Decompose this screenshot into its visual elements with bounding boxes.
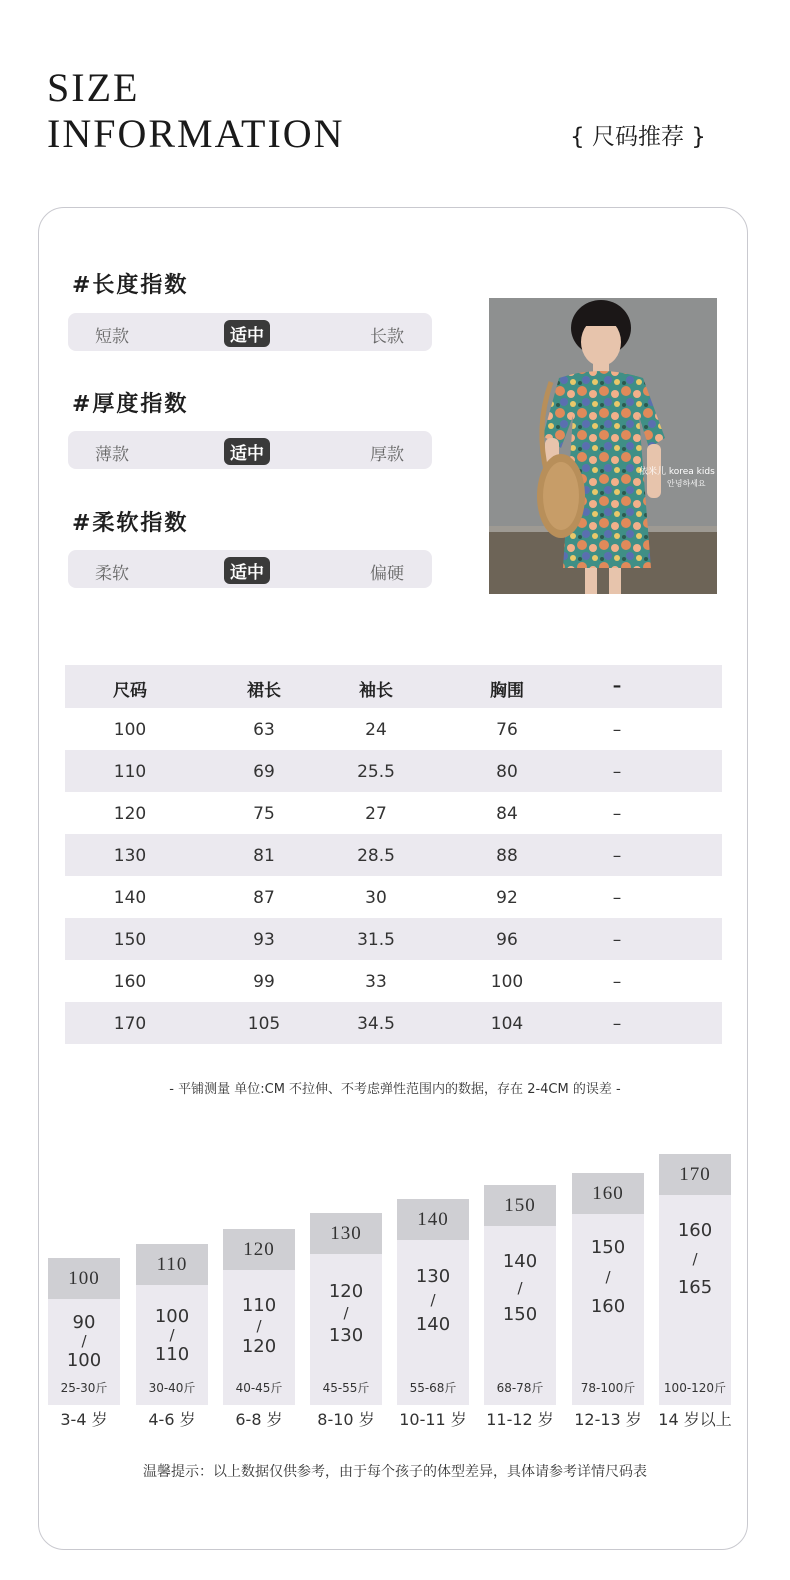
table-cell: 63 — [253, 720, 275, 740]
size-guide-age-label: 8-10 岁 — [317, 1410, 375, 1429]
size-guide-height-min: 140 — [502, 1251, 538, 1272]
size-guide-bar-130 — [310, 1213, 382, 1405]
length-option-selected: 适中 — [224, 320, 270, 347]
size-guide-separator: / — [692, 1250, 698, 1268]
size-guide-size-label: 150 — [484, 1185, 556, 1226]
table-header-cell: – — [612, 676, 622, 696]
table-cell: 140 — [113, 888, 147, 908]
size-guide-age-label: 11-12 岁 — [486, 1410, 554, 1429]
size-guide-height-max: 150 — [502, 1304, 538, 1325]
length-index-scale — [68, 313, 432, 351]
table-cell: – — [612, 972, 622, 992]
size-guide-height-max: 140 — [415, 1314, 451, 1335]
length-option-long: 长款 — [370, 327, 404, 347]
size-guide-size-label: 160 — [572, 1173, 644, 1214]
size-guide-weight: 55-68斤 — [409, 1381, 457, 1395]
size-guide-height-min: 130 — [415, 1266, 451, 1287]
size-guide-weight: 45-55斤 — [322, 1381, 370, 1395]
table-header-cell: 袖长 — [359, 681, 393, 701]
size-guide-age-label: 10-11 岁 — [399, 1410, 467, 1429]
table-cell: – — [612, 804, 622, 824]
thickness-index-heading: #厚度指数 — [72, 392, 189, 417]
size-guide-separator: / — [256, 1317, 262, 1335]
softness-option-stiff: 偏硬 — [370, 564, 404, 584]
size-guide-separator: / — [517, 1279, 523, 1297]
table-cell: – — [612, 762, 622, 782]
size-guide-size-label: 130 — [310, 1213, 382, 1254]
table-cell: 31.5 — [357, 930, 395, 950]
size-guide-age-label: 12-13 岁 — [574, 1410, 642, 1429]
size-guide-weight: 40-45斤 — [235, 1381, 283, 1395]
size-guide-height-max: 160 — [590, 1296, 626, 1317]
table-cell: 76 — [496, 720, 518, 740]
table-cell: 81 — [253, 846, 275, 866]
size-guide-bar-170 — [659, 1154, 731, 1405]
size-guide-weight: 25-30斤 — [60, 1381, 108, 1395]
softness-index-scale — [68, 550, 432, 588]
product-photo — [489, 298, 717, 594]
table-cell: 105 — [247, 1014, 281, 1034]
table-cell: 99 — [253, 972, 275, 992]
size-guide-height-min: 90 — [72, 1312, 96, 1333]
table-cell: 92 — [496, 888, 518, 908]
size-guide-weight: 78-100斤 — [580, 1381, 636, 1395]
thickness-index-scale — [68, 431, 432, 469]
table-cell: 96 — [496, 930, 518, 950]
table-cell: 24 — [365, 720, 387, 740]
table-cell: 69 — [253, 762, 275, 782]
table-row — [65, 708, 722, 750]
table-cell: – — [612, 930, 622, 950]
table-cell: 34.5 — [357, 1014, 395, 1034]
table-cell: 160 — [113, 972, 147, 992]
length-index-heading: #长度指数 — [72, 273, 189, 298]
table-cell: 120 — [113, 804, 147, 824]
table-cell: – — [612, 720, 622, 740]
table-header-cell: 尺码 — [113, 681, 147, 701]
size-guide-separator: / — [81, 1332, 87, 1350]
size-guide-height-min: 100 — [154, 1306, 190, 1327]
table-cell: 93 — [253, 930, 275, 950]
length-option-short: 短款 — [95, 327, 129, 347]
size-guide-bar-120 — [223, 1229, 295, 1405]
measurement-note: - 平铺测量 单位:CM 不拉伸、不考虑弹性范围内的数据，存在 2-4CM 的误差 - — [169, 1082, 621, 1097]
table-row — [65, 876, 722, 918]
size-guide-size-label: 140 — [397, 1199, 469, 1240]
size-guide-height-max: 100 — [66, 1350, 102, 1371]
size-guide-age-label: 14 岁以上 — [658, 1410, 732, 1429]
softness-option-soft: 柔软 — [95, 564, 129, 584]
softness-index-heading: #柔软指数 — [72, 511, 189, 536]
size-guide-size-label: 110 — [136, 1244, 208, 1285]
subtitle-size-recommend: { 尺码推荐 } — [570, 124, 706, 150]
table-cell: – — [612, 846, 622, 866]
table-cell: 130 — [113, 846, 147, 866]
size-guide-separator: / — [605, 1268, 611, 1286]
table-cell: 100 — [490, 972, 524, 992]
table-cell: 80 — [496, 762, 518, 782]
table-row — [65, 750, 722, 792]
size-guide-age-label: 3-4 岁 — [60, 1410, 108, 1429]
table-cell: – — [612, 888, 622, 908]
table-cell: 28.5 — [357, 846, 395, 866]
thickness-option-thick: 厚款 — [370, 445, 404, 465]
table-row — [65, 834, 722, 876]
size-guide-bar-150 — [484, 1185, 556, 1405]
table-row — [65, 1002, 722, 1044]
table-cell: 33 — [365, 972, 387, 992]
thickness-option-selected: 适中 — [224, 438, 270, 465]
size-guide-separator: / — [430, 1291, 436, 1309]
table-cell: 75 — [253, 804, 275, 824]
size-guide-height-max: 130 — [328, 1325, 364, 1346]
size-guide-height-min: 110 — [241, 1295, 277, 1316]
table-row — [65, 918, 722, 960]
size-guide-weight: 68-78斤 — [496, 1381, 544, 1395]
table-cell: 110 — [113, 762, 147, 782]
size-guide-height-min: 120 — [328, 1281, 364, 1302]
table-cell: 104 — [490, 1014, 524, 1034]
size-guide-size-label: 100 — [48, 1258, 120, 1299]
table-cell: – — [612, 1014, 622, 1034]
photo-watermark-line1: 依米儿 korea kids — [639, 467, 715, 477]
thickness-option-thin: 薄款 — [95, 445, 129, 465]
title-line-information: INFORMATION — [47, 111, 345, 156]
table-cell: 150 — [113, 930, 147, 950]
table-row — [65, 792, 722, 834]
size-guide-bar-100 — [48, 1258, 120, 1405]
size-guide-size-label: 120 — [223, 1229, 295, 1270]
size-guide-height-min: 150 — [590, 1237, 626, 1258]
size-guide-bar-140 — [397, 1199, 469, 1405]
size-guide-weight: 100-120斤 — [663, 1381, 727, 1395]
size-guide-height-max: 110 — [154, 1344, 190, 1365]
photo-watermark-line2: 안녕하세요 — [667, 479, 706, 488]
size-guide-age-label: 6-8 岁 — [235, 1410, 283, 1429]
size-guide-size-label: 170 — [659, 1154, 731, 1195]
table-header-cell: 裙长 — [247, 681, 281, 701]
reference-tip: 温馨提示：以上数据仅供参考，由于每个孩子的体型差异，具体请参考详情尺码表 — [143, 1464, 647, 1480]
table-row — [65, 960, 722, 1002]
table-cell: 84 — [496, 804, 518, 824]
table-cell: 100 — [113, 720, 147, 740]
title-line-size: SIZE — [47, 65, 140, 110]
table-header-cell: 胸围 — [490, 681, 524, 701]
softness-option-selected: 适中 — [224, 557, 270, 584]
size-guide-height-max: 165 — [677, 1277, 713, 1298]
size-guide-bar-160 — [572, 1173, 644, 1405]
table-cell: 27 — [365, 804, 387, 824]
table-cell: 30 — [365, 888, 387, 908]
size-guide-separator: / — [343, 1304, 349, 1322]
table-cell: 25.5 — [357, 762, 395, 782]
table-cell: 170 — [113, 1014, 147, 1034]
table-cell: 88 — [496, 846, 518, 866]
size-guide-height-min: 160 — [677, 1220, 713, 1241]
size-table — [65, 665, 722, 1044]
size-guide-age-label: 4-6 岁 — [148, 1410, 196, 1429]
size-guide-bar-110 — [136, 1244, 208, 1405]
size-guide-height-max: 120 — [241, 1336, 277, 1357]
size-guide-separator: / — [169, 1326, 175, 1344]
table-cell: 87 — [253, 888, 275, 908]
size-guide-weight: 30-40斤 — [148, 1381, 196, 1395]
table-header-row — [65, 665, 722, 708]
